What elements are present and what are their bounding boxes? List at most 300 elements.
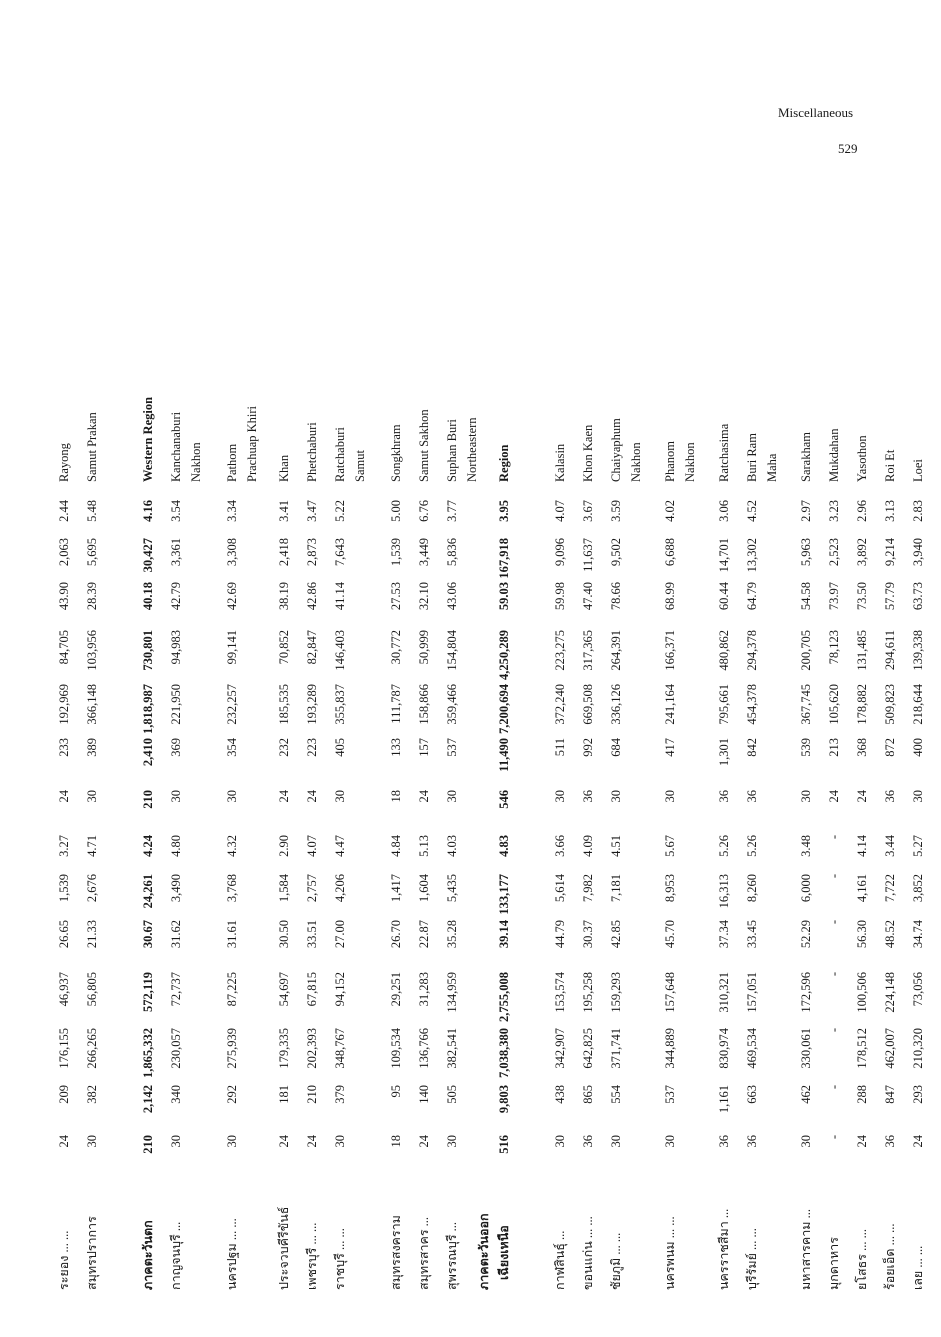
row-label-thai: ภาคตะวันออก [477, 1213, 491, 1290]
table-cell: - [827, 835, 841, 840]
table-cell: 382,541 [445, 1028, 459, 1069]
table-cell: 842 [745, 738, 759, 757]
table-row [222, 170, 259, 1290]
table-cell: 42.79 [169, 582, 183, 611]
table-cell: 546 [497, 790, 511, 809]
table-cell: 366,148 [85, 684, 99, 725]
table-cell: 5,614 [553, 874, 567, 903]
table-cell: 795,661 [717, 684, 731, 725]
row-label-english: Nakhon [629, 442, 643, 482]
table-cell: 3.67 [581, 500, 595, 522]
table-cell: 159,293 [609, 972, 623, 1013]
table-cell: 4.07 [305, 835, 319, 857]
table-cell: 730,801 [141, 630, 155, 671]
table-cell: 462 [799, 1085, 813, 1104]
row-label-thai: สมุทรสาคร ... [417, 1216, 431, 1290]
row-label-english: Pathom [225, 443, 239, 482]
table-cell: - [827, 1085, 841, 1090]
table-cell: 3.41 [277, 500, 291, 522]
table-cell: 7,181 [609, 874, 623, 903]
table-cell: 178,512 [855, 1028, 869, 1069]
table-cell: 1,539 [389, 538, 403, 567]
table-cell: 294,611 [883, 630, 897, 671]
row-label-english: Khon Kaen [581, 424, 595, 482]
table-cell: 63.73 [911, 582, 925, 611]
table-cell: 8,953 [663, 874, 677, 903]
table-cell: 30 [609, 1135, 623, 1148]
table-cell: 24 [305, 790, 319, 803]
page-number: 529 [838, 141, 858, 156]
table-cell: 40.18 [141, 582, 155, 611]
table-cell: 54.58 [799, 582, 813, 611]
row-label-english: Loei [911, 459, 925, 482]
table-cell: 29,251 [389, 972, 403, 1007]
table-cell: 872 [883, 738, 897, 757]
table-cell: 4.83 [497, 835, 511, 857]
table-cell: 3.23 [827, 500, 841, 522]
table-cell: 30 [225, 790, 239, 803]
table-cell: 5,963 [799, 538, 813, 567]
table-cell: 36 [883, 790, 897, 803]
row-label-english: Khan [277, 454, 291, 482]
table-cell: 111,787 [389, 684, 403, 724]
row-label-english: Prachuap Khiri [245, 405, 259, 482]
table-cell: 3.95 [497, 500, 511, 522]
table-cell: 158,866 [417, 684, 431, 725]
table-cell: 36 [581, 1135, 595, 1148]
table-cell: 60.44 [717, 582, 731, 611]
row-label-thai: ภาคตะวันตก [141, 1220, 155, 1290]
table-cell: 105,620 [827, 684, 841, 725]
row-label-english: Nakhon [189, 442, 203, 482]
table-cell: 35.28 [445, 920, 459, 949]
table-cell: 4.02 [663, 500, 677, 522]
row-label-thai: สมุทรปราการ [85, 1216, 99, 1290]
table-cell: 24 [277, 1135, 291, 1148]
table-cell: 41.14 [333, 582, 347, 611]
table-cell: 4,250,289 [497, 630, 511, 680]
table-cell: 24 [417, 790, 431, 803]
table-cell: 140 [417, 1085, 431, 1104]
table-row [796, 170, 816, 1290]
row-label-english: Buri Ram [745, 433, 759, 482]
row-label-english: Sarakham [799, 432, 813, 482]
table-cell: 24 [827, 790, 841, 803]
row-label-thai: สุพรรณบุรี ... [445, 1221, 459, 1290]
table-row [742, 170, 779, 1290]
row-label-thai: กาญจนบุรี ... [169, 1221, 183, 1290]
table-cell: 21.33 [85, 920, 99, 949]
table-cell: 57.79 [883, 582, 897, 611]
table-cell: 134,959 [445, 972, 459, 1013]
table-cell: 2,523 [827, 538, 841, 567]
table-cell: 505 [445, 1085, 459, 1104]
table-cell: 1,301 [717, 738, 731, 767]
table-cell: 26.70 [389, 920, 403, 949]
table-cell: 72,737 [169, 972, 183, 1007]
table-cell: 669,508 [581, 684, 595, 725]
table-cell: 36 [717, 790, 731, 803]
table-cell: 36 [581, 790, 595, 803]
table-cell: 264,391 [609, 630, 623, 671]
table-cell: 30 [445, 790, 459, 803]
table-cell: 2,676 [85, 874, 99, 903]
table-cell: 344,889 [663, 1028, 677, 1069]
table-cell: 4.51 [609, 835, 623, 857]
table-row [824, 170, 844, 1290]
table-cell: 367,745 [799, 684, 813, 725]
table-cell: 30 [225, 1135, 239, 1148]
table-cell: 355,837 [333, 684, 347, 725]
table-cell: 50,999 [417, 630, 431, 665]
table-cell: 3.13 [883, 500, 897, 522]
table-cell: 865 [581, 1085, 595, 1104]
table-cell: 30.37 [581, 920, 595, 949]
row-label-english: Yasothon [855, 435, 869, 482]
table-cell: 30,427 [141, 538, 155, 573]
row-label-thai: เฉียงเหนือ [497, 1225, 511, 1280]
table-cell: 572,119 [141, 972, 155, 1012]
table-cell: 200,705 [799, 630, 813, 671]
table-cell: 73,056 [911, 972, 925, 1007]
table-cell: 44.79 [553, 920, 567, 949]
table-cell: 43.90 [57, 582, 71, 611]
table-cell: 330,061 [799, 1028, 813, 1069]
table-cell: 30 [169, 1135, 183, 1148]
table-cell: 348,767 [333, 1028, 347, 1069]
table-cell: 73.97 [827, 582, 841, 611]
table-row [660, 170, 697, 1290]
table-cell: 209 [57, 1085, 71, 1104]
table-row [880, 170, 900, 1290]
table-cell: 56,805 [85, 972, 99, 1007]
table-cell: 139,338 [911, 630, 925, 671]
row-label-english: Rayong [57, 443, 71, 482]
row-label-english: Region [497, 444, 511, 482]
table-cell: 24 [855, 790, 869, 803]
table-row [852, 170, 872, 1290]
table-cell: 22.87 [417, 920, 431, 949]
table-cell: 2,410 [141, 738, 155, 767]
table-cell: 99,141 [225, 630, 239, 665]
table-cell: 2,873 [305, 538, 319, 567]
table-cell: 78.66 [609, 582, 623, 611]
table-cell: 3.54 [169, 500, 183, 522]
table-cell: 317,365 [581, 630, 595, 671]
table-cell: 157 [417, 738, 431, 757]
table-cell: 2.83 [911, 500, 925, 522]
table-cell: 30 [445, 1135, 459, 1148]
table-cell: 2,063 [57, 538, 71, 567]
table-cell: 7,722 [883, 874, 897, 903]
table-cell: 4.84 [389, 835, 403, 857]
table-cell: 3,308 [225, 538, 239, 567]
table-cell: 47.40 [581, 582, 595, 611]
table-cell: 67,815 [305, 972, 319, 1007]
table-cell: 233 [57, 738, 71, 757]
table-cell: 56.30 [855, 920, 869, 949]
table-cell: 109,534 [389, 1028, 403, 1069]
table-cell: 24 [57, 790, 71, 803]
row-label-thai: บุรีรัมย์ ... ... [745, 1228, 759, 1290]
table-cell: 78,123 [827, 630, 841, 665]
table-cell: 3,449 [417, 538, 431, 567]
table-cell: 389 [85, 738, 99, 757]
table-cell: 1,539 [57, 874, 71, 903]
row-label-english: Western Region [141, 396, 155, 482]
table-cell: 9,096 [553, 538, 567, 567]
table-cell: 4.71 [85, 835, 99, 857]
table-cell: 24 [277, 790, 291, 803]
table-cell: 210 [305, 1085, 319, 1104]
table-cell: 241,164 [663, 684, 677, 725]
table-cell: 95 [389, 1085, 403, 1098]
table-cell: 176,155 [57, 1028, 71, 1069]
table-row [578, 170, 598, 1290]
row-label-english: Mukdahan [827, 428, 841, 482]
table-cell: 3.27 [57, 835, 71, 857]
table-cell: 1,865,332 [141, 1028, 155, 1078]
table-cell: 94,152 [333, 972, 347, 1007]
table-cell: 382 [85, 1085, 99, 1104]
table-cell: 400 [911, 738, 925, 757]
row-label-english: Songkhram [389, 424, 403, 482]
table-cell: 30 [169, 790, 183, 803]
table-cell: 224,148 [883, 972, 897, 1013]
table-cell: 24 [911, 1135, 925, 1148]
table-cell: 210,320 [911, 1028, 925, 1069]
table-cell: 9,214 [883, 538, 897, 567]
table-cell: 1,818,987 [141, 684, 155, 734]
table-cell: 3,490 [169, 874, 183, 903]
table-cell: 1,584 [277, 874, 291, 903]
table-cell: 3,852 [911, 874, 925, 903]
table-cell: 642,825 [581, 1028, 595, 1069]
table-cell: 27.53 [389, 582, 403, 611]
table-cell: 11,637 [581, 538, 595, 572]
table-cell: 830,974 [717, 1028, 731, 1069]
table-cell: 5.26 [745, 835, 759, 857]
table-cell: 11,490 [497, 738, 511, 772]
table-cell: 82,847 [305, 630, 319, 665]
row-label-thai: มุกดาหาร [827, 1237, 841, 1290]
table-cell: 3.34 [225, 500, 239, 522]
table-cell: 43.06 [445, 582, 459, 611]
row-label-english: Samut Sakhon [417, 409, 431, 482]
table-cell: 438 [553, 1085, 567, 1104]
table-cell: 5,836 [445, 538, 459, 567]
table-cell: 5,435 [445, 874, 459, 903]
row-label-thai: กาฬสินธุ์ ... [553, 1230, 567, 1290]
table-cell: 7,200,694 [497, 684, 511, 734]
table-cell: 16,313 [717, 874, 731, 909]
table-cell: 30 [85, 1135, 99, 1148]
table-cell: 94,983 [169, 630, 183, 665]
table-cell: 172,596 [799, 972, 813, 1013]
table-cell: 371,741 [609, 1028, 623, 1069]
table-cell: 4.16 [141, 500, 155, 522]
table-cell: 31.62 [169, 920, 183, 949]
table-cell: 2,757 [305, 874, 319, 903]
table-cell: 154,804 [445, 630, 459, 671]
table-cell: 6,000 [799, 874, 813, 903]
row-label-thai: นครพนม ... ... [663, 1216, 677, 1290]
table-row [54, 170, 74, 1290]
table-cell: 100,506 [855, 972, 869, 1013]
table-cell: 275,939 [225, 1028, 239, 1069]
table-cell: 292 [225, 1085, 239, 1104]
row-label-english: Roi Et [883, 449, 897, 482]
table-row [82, 170, 102, 1290]
table-cell: 223,275 [553, 630, 567, 671]
row-label-thai: เลย ... ... [911, 1245, 925, 1290]
table-cell: 266,265 [85, 1028, 99, 1069]
page-header-title: Miscellaneous [778, 105, 854, 120]
table-cell: 1,604 [417, 874, 431, 903]
table-cell: 293 [911, 1085, 925, 1104]
table-cell: 4.52 [745, 500, 759, 522]
table-cell: 462,007 [883, 1028, 897, 1069]
table-cell: 511 [553, 738, 567, 757]
table-cell: 30 [553, 1135, 567, 1148]
table-cell: 3.47 [305, 500, 319, 522]
table-cell: 3,768 [225, 874, 239, 903]
table-cell: 30 [333, 1135, 347, 1148]
row-label-english: Kanchanaburi [169, 411, 183, 482]
table-row [908, 170, 928, 1290]
row-label-english: Samut [353, 450, 367, 482]
table-cell: 133 [389, 738, 403, 757]
table-cell: 336,126 [609, 684, 623, 725]
row-label-thai: มหาสารคาม ... [799, 1209, 813, 1290]
table-cell: 6,688 [663, 538, 677, 567]
table-cell: 4.24 [141, 835, 155, 857]
table-cell: 202,393 [305, 1028, 319, 1069]
table-cell: 1,417 [389, 874, 403, 903]
table-cell: 30 [553, 790, 567, 803]
table-cell: 54,697 [277, 972, 291, 1007]
table-cell: 847 [883, 1085, 897, 1104]
row-label-thai: ยโสธร ... ... [855, 1228, 869, 1290]
row-label-thai: ระยอง ... ... [57, 1230, 71, 1290]
table-cell: - [827, 1135, 841, 1140]
table-cell: 36 [883, 1135, 897, 1148]
table-row [386, 170, 406, 1290]
row-label-thai: นครปฐม ... ... [225, 1218, 239, 1290]
table-cell: 1,161 [717, 1085, 731, 1114]
table-cell: 13,302 [745, 538, 759, 573]
table-cell: 42.86 [305, 582, 319, 611]
table-cell: 537 [663, 1085, 677, 1104]
table-cell: 30.67 [141, 920, 155, 949]
table-cell: 7,643 [333, 538, 347, 567]
table-cell: 539 [799, 738, 813, 757]
table-cell: 30 [911, 790, 925, 803]
table-cell: 28.39 [85, 582, 99, 611]
table-cell: 36 [717, 1135, 731, 1148]
table-cell: 2,142 [141, 1085, 155, 1114]
table-row [302, 170, 322, 1290]
table-cell: 179,335 [277, 1028, 291, 1069]
table-cell: 157,051 [745, 972, 759, 1013]
table-cell: 33.45 [745, 920, 759, 949]
table-cell: 4.14 [855, 835, 869, 857]
table-cell: 64.79 [745, 582, 759, 611]
table-cell: 5.22 [333, 500, 347, 522]
table-cell: 166,371 [663, 630, 677, 671]
table-cell: 3.06 [717, 500, 731, 522]
table-cell: 7,982 [581, 874, 595, 903]
row-label-thai: สมุทรสงคราม [389, 1215, 403, 1290]
table-row [550, 170, 570, 1290]
table-row [714, 170, 734, 1290]
table-cell: 27.00 [333, 920, 347, 949]
table-cell: 369 [169, 738, 183, 757]
table-cell: 46,937 [57, 972, 71, 1007]
table-cell: 5.48 [85, 500, 99, 522]
table-cell: 5.67 [663, 835, 677, 857]
table-row [138, 170, 158, 1290]
row-label-english: Ratchasima [717, 423, 731, 482]
table-cell: - [827, 972, 841, 977]
table-cell: 4.32 [225, 835, 239, 857]
table-cell: 232,257 [225, 684, 239, 725]
table-cell: 8,260 [745, 874, 759, 903]
row-label-thai: เพชรบุรี ... ... [305, 1222, 319, 1290]
table-cell: 36 [745, 790, 759, 803]
table-cell: 30 [663, 1135, 677, 1148]
table-cell: 6.76 [417, 500, 431, 522]
table-cell: 33.51 [305, 920, 319, 949]
table-cell: 4.09 [581, 835, 595, 857]
table-cell: 469,534 [745, 1028, 759, 1069]
table-cell: 663 [745, 1085, 759, 1104]
table-cell: 454,378 [745, 684, 759, 725]
table-cell: 84,705 [57, 630, 71, 665]
table-cell: 684 [609, 738, 623, 757]
table-cell: 4.03 [445, 835, 459, 857]
table-cell: 368 [855, 738, 869, 757]
table-cell: 70,852 [277, 630, 291, 665]
row-label-thai: ร้อยเอ็ด ... ... [883, 1223, 897, 1290]
table-row [477, 170, 514, 1290]
table-cell: 59.03 [497, 582, 511, 611]
table-cell: 45.70 [663, 920, 677, 949]
table-cell: 417 [663, 738, 677, 757]
table-cell: 5.13 [417, 835, 431, 857]
table-cell: 157,648 [663, 972, 677, 1013]
row-label-english: Samut Prakan [85, 412, 99, 482]
statistics-table [54, 170, 925, 1290]
table-cell: 131,485 [855, 630, 869, 671]
table-cell: 221,950 [169, 684, 183, 725]
row-label-english: Phanom [663, 441, 677, 482]
table-cell: 294,378 [745, 630, 759, 671]
table-cell: - [827, 1028, 841, 1033]
table-cell: 7,038,380 [497, 1028, 511, 1078]
table-cell: 3,940 [911, 538, 925, 567]
table-cell: 2.90 [277, 835, 291, 857]
table-cell: 68.99 [663, 582, 677, 611]
table-cell: 3.77 [445, 500, 459, 522]
table-cell: 30 [609, 790, 623, 803]
table-cell: 167,918 [497, 538, 511, 579]
table-cell: 218,644 [911, 684, 925, 725]
table-cell: 480,862 [717, 630, 731, 671]
table-cell: 24 [417, 1135, 431, 1148]
table-cell: 30 [333, 790, 347, 803]
row-label-english: Chaiyaphum [609, 418, 623, 482]
